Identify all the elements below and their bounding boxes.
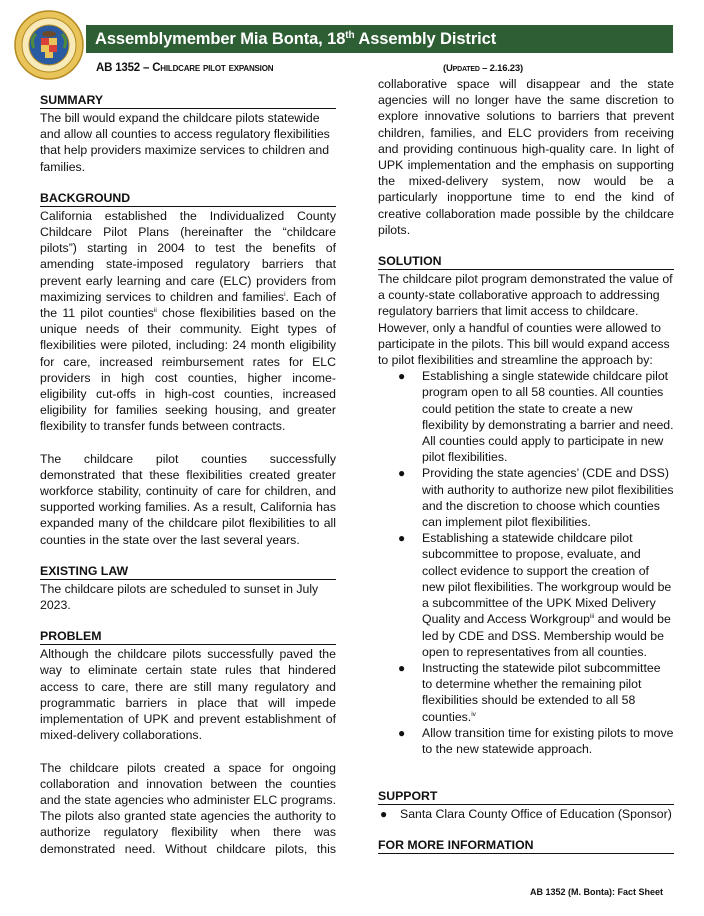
footnote-ref: i (284, 290, 286, 298)
right-column (378, 76, 674, 855)
banner-title: Assemblymember Mia Bonta, 18 (95, 30, 346, 48)
footnote-ref: iii (589, 613, 595, 621)
bullet-icon: ● (398, 660, 406, 675)
updated-date: (Updated – 2.16.23) (443, 63, 523, 74)
summary-text: The bill would expand the childcare pilots statewide and allow all counties to access regulatory flexibilities that help providers maximize services to children and families. (40, 111, 330, 174)
bullet-icon: ● (398, 725, 406, 740)
problem-paragraph-1: Although the childcare pilots successfully paved the way to eliminate certain state rules that hindered access to care, there are still many regulatory and programmatic barriers in place that will impede implementation of UPK and prevent establishment of mixed-delivery collaborations. (40, 647, 336, 743)
problem-paragraph-2-continued: collaborative space will disappear and the state agencies will no longer have the same discretion to explore innovative solutions to barriers that prevent children, families, and ELC providers from receiving and providing continuous high-quality care. In light of UPK implementation and the emphasis on supporting the mixed-delivery system, now would be a particularly inopportune time to end the kind of creative collaboration made possible by the childcare pilots. (378, 77, 674, 237)
support-list (378, 806, 674, 822)
background-paragraph-1: California established the Individualized County Childcare Pilot Plans (hereinafter the “childcare pilots”) starting in 2004 to test the benefits of amending state-imposed regulatory barriers that prevent early learning and care (ELC) providers from maximizing services to children and families$^i$. Each of the 11 pilot counties$^{ii}$ chose flexibilities based on the unique needs of their community. Eight types of flexibilities were piloted, including: 24 month eligibility for care, increased reimbursement rates for ELC providers in high cost counties, higher income-eligibility cut-offs in high-cost counties, increased eligibility for families seeking housing, and greater flexibility to transfer funds between contracts. (40, 208, 337, 434)
bullet-icon: ● (380, 807, 388, 822)
page-footer: AB 1352 (M. Bonta): Fact Sheet (530, 887, 664, 897)
solution-intro: The childcare pilot program demonstrated the value of a county-state collaborative approach to addressing regulatory barriers that limit access to childcare. However, only a handful of counties were allowed to participate in the pilots. This bill would expand access to pilot flexibilities and streamline the approach by: (378, 272, 673, 368)
california-assembly-seal-icon (14, 10, 84, 80)
background-heading: BACKGROUND (40, 191, 336, 207)
existing-law-text: The childcare pilots are scheduled to sunset in July 2023. (40, 581, 319, 613)
summary-heading: SUMMARY (40, 93, 336, 109)
list-item: ● Establishing a statewide childcare pilot subcommittee to propose, evaluate, and collect evidence to support the creation of new pilot flexibilities. The workgroup would be a subcommittee of the UPK Mixed Delivery Quality and Access Workgroup$^{iii}$ and would be led by CDE and DSS. Membership would be open to representatives from all counties. (398, 531, 672, 659)
left-column (40, 93, 336, 857)
more-info-heading: FOR MORE INFORMATION (378, 838, 674, 854)
list-item: ● Providing the state agencies’ (CDE and DSS) with authority to authorize new pilot flexibilities and the discretion to choose which counties can implement pilot flexibilities. (398, 466, 674, 530)
header-banner (86, 25, 673, 53)
bullet-icon: ● (398, 369, 406, 384)
list-item: ● Allow transition time for existing pilots to move to the new statewide approach. (398, 725, 674, 756)
bullet-icon: ● (398, 531, 406, 546)
list-item: ● Santa Clara County Office of Education (Sponsor) (380, 807, 672, 822)
solution-heading: SOLUTION (378, 254, 674, 270)
banner-suffix: Assembly District (354, 30, 497, 48)
list-item: ● Establishing a single statewide childcare pilot program open to all 58 counties. All counties could petition the state to create a new flexibility by demonstrating a barrier and need. All counties could apply to participate in new pilot flexibilities. (398, 369, 674, 465)
solution-bullet-list (378, 368, 674, 757)
problem-heading: PROBLEM (40, 629, 336, 645)
footnote-ref: ii (153, 307, 157, 315)
existing-law-heading: EXISTING LAW (40, 564, 336, 580)
background-paragraph-2: The childcare pilot counties successfully demonstrated that these flexibilities created greater workforce stability, continuity of care for children, and supported working families. As a result, California has expanded many of the childcare pilot flexibilities to all counties in the state over the last several years. (40, 451, 336, 547)
support-heading: SUPPORT (378, 789, 674, 805)
banner-ordinal: th (345, 30, 355, 41)
bill-number: AB 1352 – (96, 62, 153, 74)
footnote-ref: iv (471, 710, 476, 718)
bill-name: Childcare pilot expansion (152, 62, 274, 74)
bullet-icon: ● (398, 466, 406, 481)
problem-paragraph-2: The childcare pilots created a space for ongoing collaboration and innovation between the counties and the state agencies who administer ELC programs. The pilots also granted state agencies the authority to authorize regulatory flexibility when there was demonstrated need. Without childcare pilots, this (40, 760, 336, 856)
list-item: ● Instructing the statewide pilot subcommittee to determine whether the remaining pilot flexibilities should be extended to all 58 counties.$^{iv}$ (398, 660, 661, 724)
bill-title (96, 62, 273, 74)
